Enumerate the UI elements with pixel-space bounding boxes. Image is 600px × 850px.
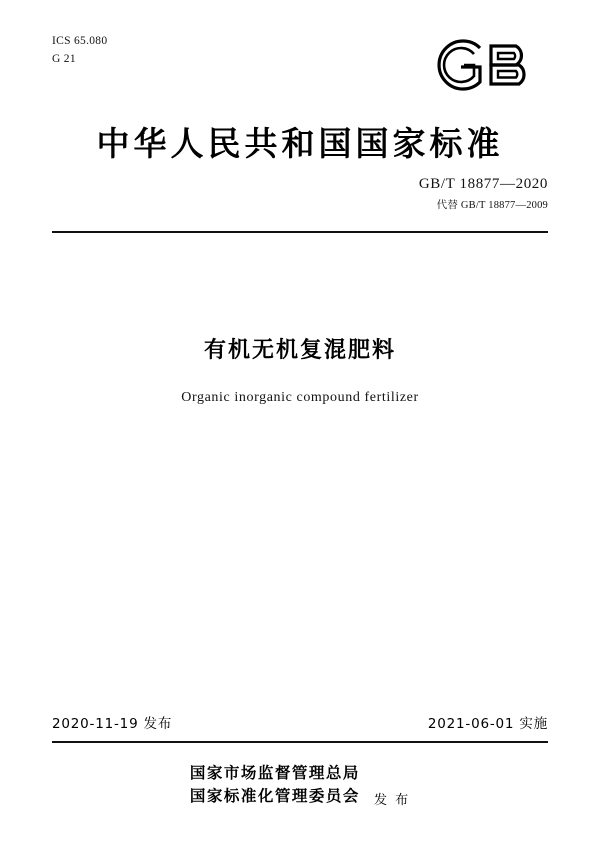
- standard-number: GB/T 18877—2020: [418, 176, 548, 192]
- ics-code: ICS 65.080: [52, 35, 108, 47]
- publisher-names: [190, 762, 360, 809]
- ics-classification-block: [52, 33, 107, 69]
- standard-replaces: 代替 GB/T 18877—2009: [436, 200, 548, 211]
- page-title: 中华人民共和国国家标准: [96, 124, 504, 163]
- gb-emblem-icon: [428, 34, 548, 96]
- divider-bottom: [52, 741, 548, 743]
- ccs-code: G 21: [52, 52, 76, 65]
- document-title-cn: 有机无机复混肥料: [203, 338, 396, 363]
- issue-date: 2020-11-19 发布: [52, 716, 173, 732]
- publisher-verb: 发 布: [373, 792, 411, 808]
- implementation-date: 2021-06-01 实施: [427, 716, 548, 732]
- publisher-line-1: 国家市场监督管理总局: [189, 764, 360, 782]
- document-title-en: Organic inorganic compound fertilizer: [181, 390, 419, 405]
- publisher-block: [0, 762, 600, 809]
- divider-top: [52, 231, 548, 233]
- publisher-line-2: 国家标准化管理委员会: [189, 787, 360, 806]
- standard-number-block: [419, 176, 548, 212]
